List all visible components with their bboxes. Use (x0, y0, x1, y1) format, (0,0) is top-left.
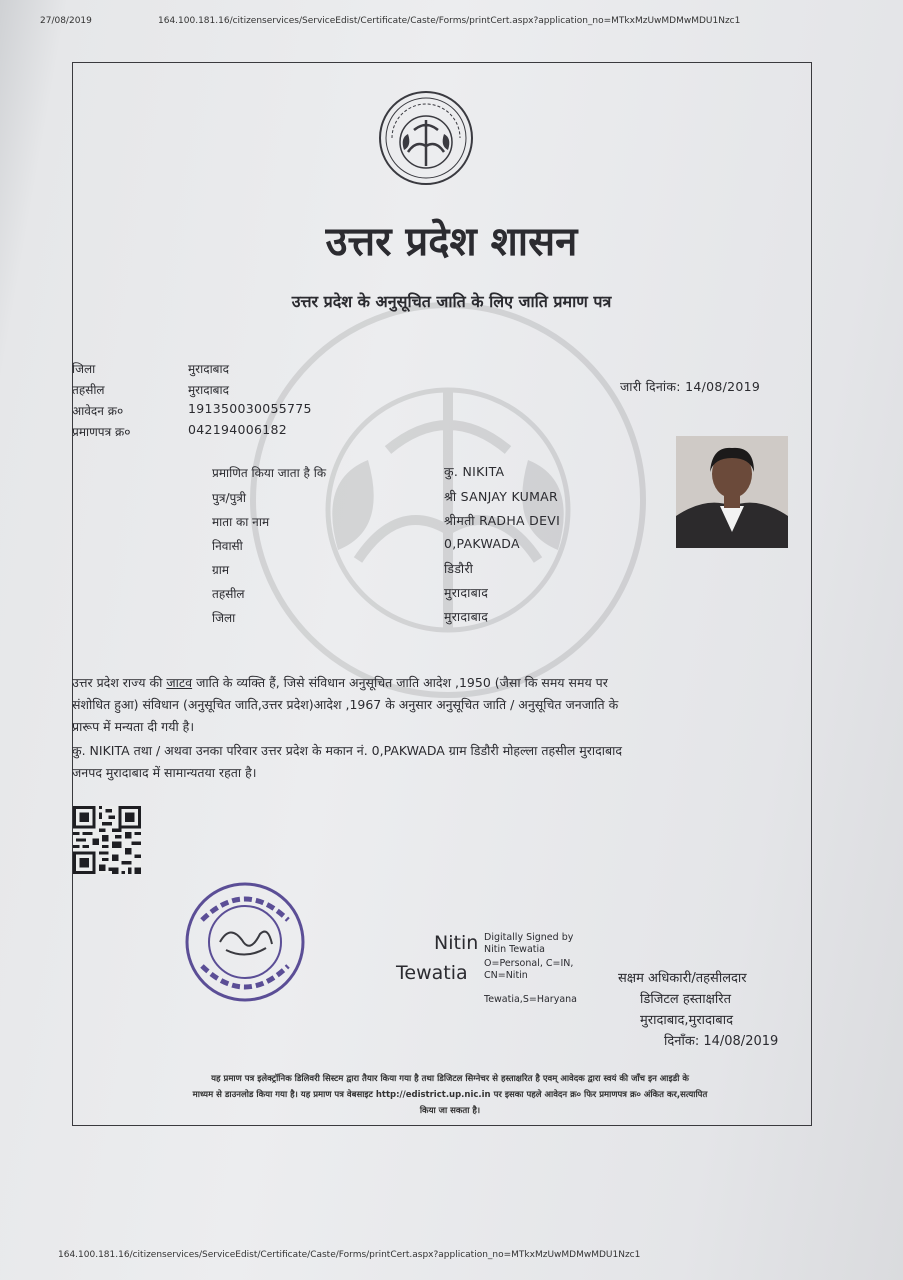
detail-value-father: श्री SANJAY KUMAR (444, 489, 559, 504)
detail-value-district: मुरादाबाद (444, 609, 489, 624)
issue-date: जारी दिनांक: 14/08/2019 (620, 379, 761, 394)
detail-value-tehsil: मुरादाबाद (444, 585, 489, 600)
footer-note-line1: यह प्रमाण पत्र इलेक्ट्रॉनिक डिलिवरी सिस्टम द्वारा तैयार किया गया है तथा डिजिटल सिग्नेचर से हस्ताक्षरित है एवम् आवेदक द्वारा स्वयं की जाँच इन आइडी के (211, 1074, 689, 1084)
district-value: मुरादाबाद (188, 362, 230, 376)
authority-location: मुरादाबाद,मुरादाबाद (640, 1013, 733, 1028)
detail-label-mother: माता का नाम (212, 515, 270, 529)
detail-value-village: डिडौरी (444, 561, 474, 576)
detail-value-name: कु. NIKITA (444, 464, 505, 479)
signature-line4: CN=Nitin (484, 970, 528, 981)
residence-statement-line1: कु. NIKITA तथा / अथवा उनका परिवार उत्तर प्रदेश के मकान नं. 0,PAKWADA ग्राम डिडौरी मोहल्ला तहसील मुरादाबाद (72, 743, 622, 758)
detail-label-village: ग्राम (212, 563, 230, 577)
signer-last-name: Tewatia (396, 962, 468, 984)
authority-designation: सक्षम अधिकारी/तहसीलदार (618, 971, 747, 986)
office-seal-stamp-icon (180, 880, 310, 1005)
statement-suffix: जाति के व्यक्ति हैं, जिसे संविधान अनुसूचित जाति आदेश ,1950 (जैसा कि समय समय पर (192, 675, 608, 690)
caste-name: जाटव (166, 675, 193, 690)
page-title: उत्तर प्रदेश शासन (325, 219, 578, 265)
signer-first-name: Nitin (434, 932, 479, 954)
print-url-top: 164.100.181.16/citizenservices/ServiceEdist/Certificate/Caste/Forms/printCert.aspx?application_no=MTkxMzUwMDMwMDU1Nzc1 (158, 16, 741, 26)
authority-digital-signed: डिजिटल हस्ताक्षरित (640, 992, 731, 1007)
footer-note-line3: किया जा सकता है। (419, 1106, 481, 1116)
detail-value-mother: श्रीमती RADHA DEVI (444, 513, 561, 528)
signature-line1: Digitally Signed by (484, 932, 574, 943)
detail-value-resident: 0,PAKWADA (444, 536, 520, 551)
caste-statement-line3: प्रारूप में मन्यता दी गयी है। (72, 719, 195, 734)
caste-statement-line1 (72, 674, 608, 691)
district-label: जिला (72, 362, 96, 376)
certificate-number-value: 042194006182 (188, 422, 288, 437)
statement-prefix: उत्तर प्रदेश राज्य की (72, 675, 167, 690)
signature-line3: O=Personal, C=IN, (484, 958, 574, 969)
application-number-value: 191350030055775 (188, 401, 312, 416)
print-date: 27/08/2019 (40, 16, 92, 26)
detail-label-tehsil: तहसील (212, 587, 245, 601)
detail-label-child-of: पुत्र/पुत्री (212, 491, 247, 505)
detail-label-resident: निवासी (212, 539, 243, 553)
footer-note-line2: माध्यम से डाउनलोड किया गया है। यह प्रमाण पत्र वेबसाइट http://edistrict.up.nic.in पर इसका पहले आवेदन क्र० फिर प्रमाणपत्र क्र० अंकित कर,सत्यापित (192, 1090, 708, 1100)
application-number-label: आवेदन क्र० (72, 404, 124, 418)
detail-label-certified: प्रमाणित किया जाता है कि (212, 466, 327, 480)
up-government-emblem-icon (374, 90, 478, 186)
tehsil-value: मुरादाबाद (188, 383, 230, 397)
certificate-number-label: प्रमाणपत्र क्र० (72, 425, 131, 439)
residence-statement-line2: जनपद मुरादाबाद में सामान्यतया रहता है। (72, 765, 257, 780)
caste-statement-line2: संशोधित हुआ) संविधान (अनुसूचित जाति,उत्तर प्रदेश)आदेश ,1967 के अनुसार अनुसूचित जाति / अनुसूचित जनजाति के (72, 697, 619, 712)
applicant-photo (676, 436, 788, 548)
detail-label-district: जिला (212, 611, 236, 625)
signature-line2: Nitin Tewatia (484, 944, 545, 955)
tehsil-label: तहसील (72, 383, 105, 397)
print-url-bottom: 164.100.181.16/citizenservices/ServiceEdist/Certificate/Caste/Forms/printCert.aspx?application_no=MTkxMzUwMDMwMDU1Nzc1 (58, 1250, 641, 1260)
person-photo-icon (676, 436, 788, 548)
certificate-subtitle: उत्तर प्रदेश के अनुसूचित जाति के लिए जाति प्रमाण पत्र (291, 292, 612, 311)
authority-date: दिनाँक: 14/08/2019 (664, 1034, 779, 1049)
qr-code-icon (72, 806, 142, 874)
signature-line5: Tewatia,S=Haryana (484, 994, 577, 1005)
